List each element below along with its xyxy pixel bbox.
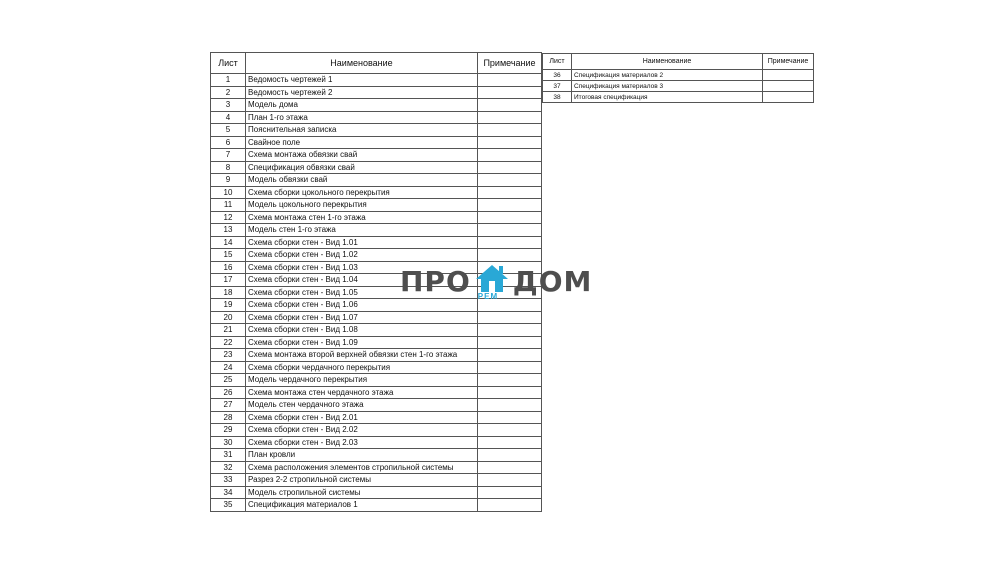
sheet-number-cell: 28 bbox=[211, 411, 246, 424]
table-row bbox=[211, 449, 542, 462]
drawing-list-continuation-table bbox=[542, 53, 814, 103]
sheet-note-cell bbox=[478, 336, 542, 349]
sheet-number-cell: 18 bbox=[211, 286, 246, 299]
sheet-note-cell bbox=[478, 211, 542, 224]
sheet-number-cell: 22 bbox=[211, 336, 246, 349]
sheet-name-cell: Ведомость чертежей 2 bbox=[246, 86, 478, 99]
table-row bbox=[543, 92, 814, 103]
logo-subtext: РЕМ bbox=[477, 292, 499, 301]
sheet-name-cell: Схема расположения элементов стропильной системы bbox=[246, 461, 478, 474]
sheet-name-cell: Схема сборки стен - Вид 2.01 bbox=[246, 411, 478, 424]
table-row bbox=[211, 474, 542, 487]
table-row bbox=[211, 486, 542, 499]
table-row bbox=[211, 499, 542, 512]
sheet-number-cell: 19 bbox=[211, 299, 246, 312]
table-row bbox=[211, 411, 542, 424]
header-note: Примечание bbox=[478, 53, 542, 74]
sheet-note-cell bbox=[763, 81, 814, 92]
sheet-number-cell: 10 bbox=[211, 186, 246, 199]
sheet-name-cell: Схема сборки стен - Вид 1.03 bbox=[246, 261, 478, 274]
sheet-name-cell: Схема сборки стен - Вид 2.02 bbox=[246, 424, 478, 437]
sheet-number-cell: 14 bbox=[211, 236, 246, 249]
table-row bbox=[211, 436, 542, 449]
sheet-note-cell bbox=[478, 486, 542, 499]
sheet-number-cell: 29 bbox=[211, 424, 246, 437]
sheet-number-cell: 7 bbox=[211, 149, 246, 162]
table-row bbox=[211, 374, 542, 387]
table-row bbox=[211, 324, 542, 337]
sheet-name-cell: Спецификация материалов 3 bbox=[572, 81, 763, 92]
table-row bbox=[211, 174, 542, 187]
sheet-name-cell: Схема монтажа второй верхней обвязки стен 1-го этажа bbox=[246, 349, 478, 362]
house-icon bbox=[474, 262, 510, 306]
sheet-note-cell bbox=[763, 92, 814, 103]
sheet-note-cell bbox=[478, 249, 542, 262]
sheet-note-cell bbox=[478, 461, 542, 474]
sheet-name-cell: Модель стен 1-го этажа bbox=[246, 224, 478, 237]
sheet-note-cell bbox=[478, 199, 542, 212]
table-header-row bbox=[543, 54, 814, 70]
sheet-number-cell: 33 bbox=[211, 474, 246, 487]
table-header-row bbox=[211, 53, 542, 74]
sheet-note-cell bbox=[478, 424, 542, 437]
sheet-name-cell: Схема сборки стен - Вид 1.01 bbox=[246, 236, 478, 249]
sheet-note-cell bbox=[478, 411, 542, 424]
sheet-note-cell bbox=[478, 499, 542, 512]
sheet-name-cell: Модель стен чердачного этажа bbox=[246, 399, 478, 412]
sheet-note-cell bbox=[478, 311, 542, 324]
table-row bbox=[211, 236, 542, 249]
logo-word-left: ПРО bbox=[400, 265, 471, 298]
sheet-name-cell: Модель цокольного перекрытия bbox=[246, 199, 478, 212]
sheet-number-cell: 21 bbox=[211, 324, 246, 337]
table-row bbox=[211, 99, 542, 112]
table-row bbox=[543, 81, 814, 92]
sheet-note-cell bbox=[478, 74, 542, 87]
sheet-name-cell: Ведомость чертежей 1 bbox=[246, 74, 478, 87]
sheet-note-cell bbox=[478, 324, 542, 337]
sheet-name-cell: Схема сборки стен - Вид 1.02 bbox=[246, 249, 478, 262]
table-row bbox=[211, 199, 542, 212]
sheet-name-cell: Разрез 2-2 стропильной системы bbox=[246, 474, 478, 487]
sheet-number-cell: 2 bbox=[211, 86, 246, 99]
table-row bbox=[211, 336, 542, 349]
sheet-note-cell bbox=[478, 374, 542, 387]
sheet-number-cell: 1 bbox=[211, 74, 246, 87]
sheet-name-cell: Спецификация обвязки свай bbox=[246, 161, 478, 174]
table-row bbox=[211, 211, 542, 224]
sheet-note-cell bbox=[478, 174, 542, 187]
sheet-name-cell: Схема монтажа стен чердачного этажа bbox=[246, 386, 478, 399]
sheet-name-cell: Схема сборки стен - Вид 1.08 bbox=[246, 324, 478, 337]
sheet-number-cell: 6 bbox=[211, 136, 246, 149]
sheet-note-cell bbox=[478, 86, 542, 99]
sheet-note-cell bbox=[478, 386, 542, 399]
sheet-note-cell bbox=[478, 136, 542, 149]
sheet-note-cell bbox=[478, 124, 542, 137]
sheet-number-cell: 30 bbox=[211, 436, 246, 449]
sheet-number-cell: 8 bbox=[211, 161, 246, 174]
sheet-note-cell bbox=[763, 70, 814, 81]
sheet-name-cell: Спецификация материалов 2 bbox=[572, 70, 763, 81]
sheet-name-cell: Схема сборки чердачного перекрытия bbox=[246, 361, 478, 374]
header-sheet: Лист bbox=[543, 54, 572, 70]
sheet-number-cell: 24 bbox=[211, 361, 246, 374]
sheet-name-cell: Схема монтажа стен 1-го этажа bbox=[246, 211, 478, 224]
table-row bbox=[211, 361, 542, 374]
sheet-note-cell bbox=[478, 399, 542, 412]
table-row bbox=[211, 224, 542, 237]
sheet-note-cell bbox=[478, 186, 542, 199]
sheet-name-cell: Схема сборки стен - Вид 2.03 bbox=[246, 436, 478, 449]
sheet-number-cell: 27 bbox=[211, 399, 246, 412]
sheet-number-cell: 31 bbox=[211, 449, 246, 462]
sheet-name-cell: Схема монтажа обвязки свай bbox=[246, 149, 478, 162]
sheet-name-cell: Модель дома bbox=[246, 99, 478, 112]
table-row bbox=[211, 86, 542, 99]
sheet-name-cell: Схема сборки цокольного перекрытия bbox=[246, 186, 478, 199]
sheet-name-cell: Свайное поле bbox=[246, 136, 478, 149]
sheet-number-cell: 32 bbox=[211, 461, 246, 474]
sheet-number-cell: 17 bbox=[211, 274, 246, 287]
sheet-note-cell bbox=[478, 149, 542, 162]
table-row bbox=[211, 124, 542, 137]
sheet-name-cell: Итоговая спецификация bbox=[572, 92, 763, 103]
table-row bbox=[211, 161, 542, 174]
sheet-number-cell: 23 bbox=[211, 349, 246, 362]
sheet-name-cell: Схема сборки стен - Вид 1.06 bbox=[246, 299, 478, 312]
table-row bbox=[211, 311, 542, 324]
table-row bbox=[211, 186, 542, 199]
sheet-number-cell: 13 bbox=[211, 224, 246, 237]
table-row bbox=[211, 424, 542, 437]
sheet-note-cell bbox=[478, 224, 542, 237]
table-row bbox=[211, 111, 542, 124]
sheet-number-cell: 12 bbox=[211, 211, 246, 224]
sheet-name-cell: Модель обвязки свай bbox=[246, 174, 478, 187]
header-sheet: Лист bbox=[211, 53, 246, 74]
table-row bbox=[211, 74, 542, 87]
sheet-number-cell: 20 bbox=[211, 311, 246, 324]
sheet-name-cell: Схема сборки стен - Вид 1.09 bbox=[246, 336, 478, 349]
logo-word-right: ДОМ bbox=[512, 265, 593, 298]
sheet-note-cell bbox=[478, 99, 542, 112]
sheet-name-cell: Схема сборки стен - Вид 1.05 bbox=[246, 286, 478, 299]
sheet-number-cell: 35 bbox=[211, 499, 246, 512]
sheet-name-cell: План 1-го этажа bbox=[246, 111, 478, 124]
sheet-name-cell: Модель чердачного перекрытия bbox=[246, 374, 478, 387]
table-row bbox=[543, 70, 814, 81]
sheet-number-cell: 34 bbox=[211, 486, 246, 499]
sheet-name-cell: Схема сборки стен - Вид 1.07 bbox=[246, 311, 478, 324]
sheet-note-cell bbox=[478, 349, 542, 362]
sheet-number-cell: 16 bbox=[211, 261, 246, 274]
sheet-note-cell bbox=[478, 474, 542, 487]
sheet-number-cell: 26 bbox=[211, 386, 246, 399]
sheet-note-cell bbox=[478, 111, 542, 124]
table-row bbox=[211, 399, 542, 412]
sheet-note-cell bbox=[478, 236, 542, 249]
sheet-number-cell: 25 bbox=[211, 374, 246, 387]
sheet-number-cell: 9 bbox=[211, 174, 246, 187]
sheet-number-cell: 38 bbox=[543, 92, 572, 103]
sheet-note-cell bbox=[478, 449, 542, 462]
sheet-number-cell: 4 bbox=[211, 111, 246, 124]
header-name: Наименование bbox=[246, 53, 478, 74]
header-name: Наименование bbox=[572, 54, 763, 70]
table-row bbox=[211, 136, 542, 149]
prodom-logo bbox=[400, 262, 600, 306]
sheet-number-cell: 3 bbox=[211, 99, 246, 112]
sheet-number-cell: 37 bbox=[543, 81, 572, 92]
sheet-number-cell: 15 bbox=[211, 249, 246, 262]
sheet-name-cell: Пояснительная записка bbox=[246, 124, 478, 137]
sheet-name-cell: Модель стропильной системы bbox=[246, 486, 478, 499]
table-row bbox=[211, 149, 542, 162]
sheet-name-cell: План кровли bbox=[246, 449, 478, 462]
sheet-note-cell bbox=[478, 436, 542, 449]
table-row bbox=[211, 461, 542, 474]
sheet-number-cell: 5 bbox=[211, 124, 246, 137]
table-row bbox=[211, 349, 542, 362]
sheet-name-cell: Схема сборки стен - Вид 1.04 bbox=[246, 274, 478, 287]
sheet-number-cell: 11 bbox=[211, 199, 246, 212]
table-row bbox=[211, 386, 542, 399]
sheet-note-cell bbox=[478, 361, 542, 374]
header-note: Примечание bbox=[763, 54, 814, 70]
sheet-number-cell: 36 bbox=[543, 70, 572, 81]
sheet-note-cell bbox=[478, 161, 542, 174]
table-row bbox=[211, 249, 542, 262]
sheet-name-cell: Спецификация материалов 1 bbox=[246, 499, 478, 512]
